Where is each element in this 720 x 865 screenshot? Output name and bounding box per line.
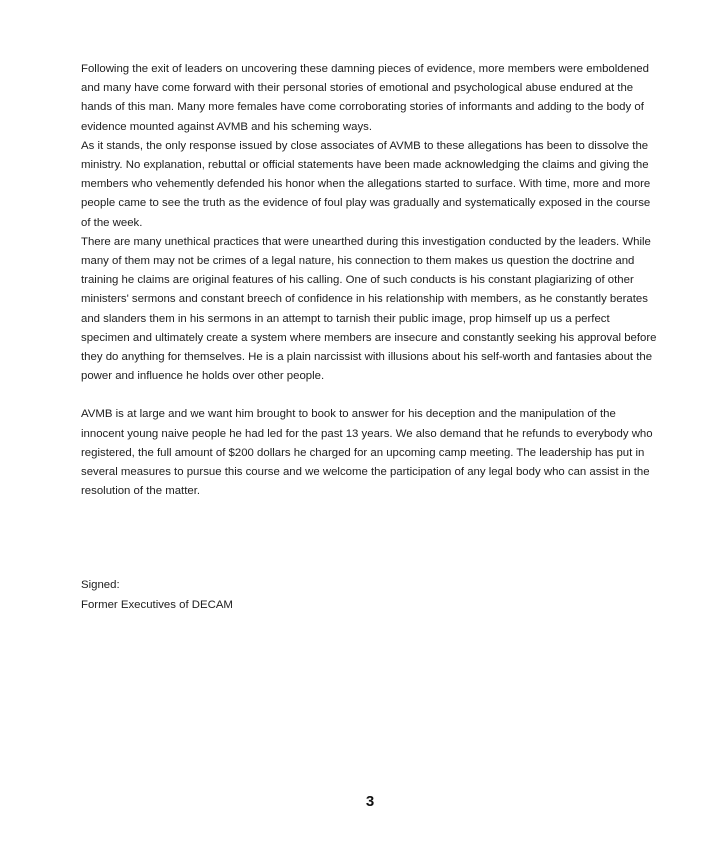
signatory: Former Executives of DECAM: [81, 598, 233, 611]
paragraph-unethical-practices: There are many unethical practices that were unearthed during this investigation conducted by the leaders. While many of them may not be crimes of a legal nature, his connection to them makes us question the doctrine and training he claims are original features of his calling. One of such conducts is his constant plagiarizing of other ministers' sermons and constant breech of confidence in his relationship with members, as he constantly berates and slanders them in his sermons in an attempt to tarnish their public image, prop himself up us a perfect specimen and ultimately create a system where members are insecure and constantly seeking his approval before they do anything for themselves. He is a plain narcissist with illusions about his self-worth and fantasies about the power and influence he holds over other people.: [81, 235, 657, 383]
paragraph-response: As it stands, the only response issued by close associates of AVMB to these allegations has been to dissolve the ministry. No explanation, rebuttal or official statements have been made acknowledging the claims and giving the members who vehemently defended his honor when the allegations started to surface. With time, more and more people came to see the truth as the evidence of foul play was gradually and systematically exposed in the course of the week.: [81, 139, 651, 229]
paragraph-demands: AVMB is at large and we want him brought to book to answer for his deception and the manipulation of the innocent young naive people he had led for the past 13 years. We also demand that he refunds to everybody who registered, the full amount of $200 dollars he charged for an upcoming camp meeting. The leadership has put in several measures to pursue this course and we welcome the participation of any legal body who can assist in the resolution of the matter.: [81, 408, 653, 498]
paragraph-evidence: Following the exit of leaders on uncovering these damning pieces of evidence, more members were emboldened and many have come forward with their personal stories of emotional and psychological abuse endured at the hands of this man. Many more females have come corroborating stories of informants and adding to the body of evidence mounted against AVMB and his scheming ways.: [81, 63, 649, 133]
signed-label: Signed:: [81, 579, 120, 591]
body-text: [81, 60, 661, 501]
signature-block: [81, 576, 233, 615]
page-number: 3: [365, 793, 375, 810]
